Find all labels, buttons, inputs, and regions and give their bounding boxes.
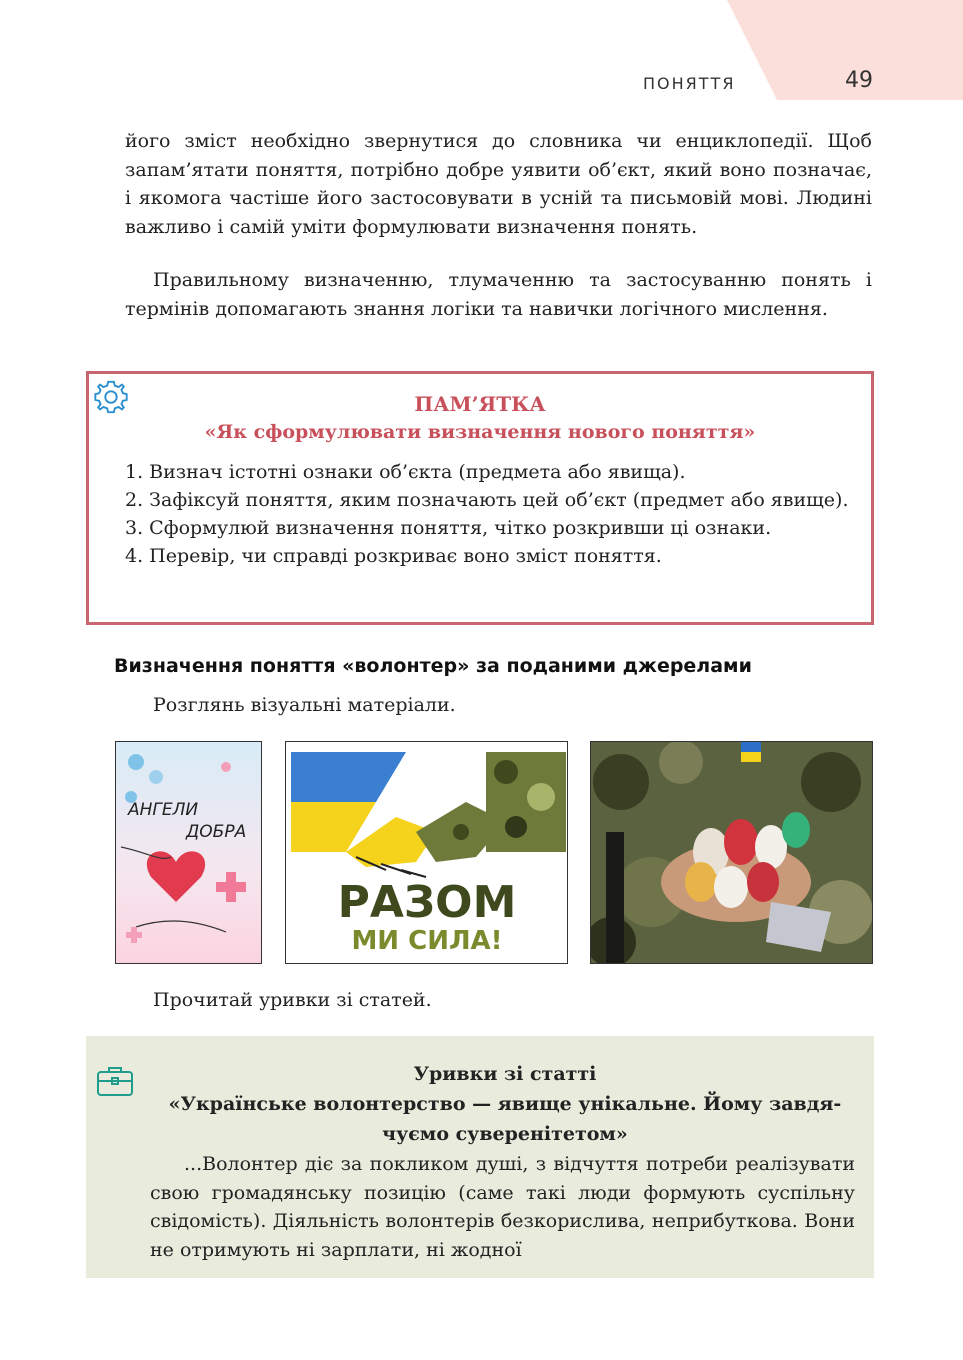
poster2-line1: РАЗОМ	[337, 877, 517, 928]
memo-title: ПАМ’ЯТКА	[414, 392, 546, 416]
intro-text-1: його зміст необхідно звернутися до словника чи енциклопедії. Щоб запам’ятати поняття, потрібно добре уявити об’єкт, який воно позначає, і якомога частіше його застосовувати в усній та письмовій мові. Людині важливо і самій уміти формулювати визначення понять.	[125, 130, 872, 238]
instruction-read: Прочитай уривки зі статей.	[153, 989, 432, 1011]
section-header: ПОНЯТТЯ	[643, 74, 736, 93]
intro-paragraph-2	[125, 266, 872, 323]
memo-subtitle: «Як сформулювати визначення нового поняття»	[204, 421, 756, 443]
page-number: 49	[845, 68, 873, 93]
memo-item: 2. Зафіксуй поняття, яким позначають цей об’єкт (предмет або явище).	[125, 489, 849, 511]
memo-item: 3. Сформулюй визначення поняття, чітко розкривши ці ознаки.	[125, 517, 772, 539]
memo-list	[125, 458, 865, 570]
intro-text-2: Правильному визначенню, тлумаченню та застосуванню понять і термінів допомагають знання логіки та навички логічного мислення.	[125, 269, 872, 320]
poster2-line2: МИ СИЛА!	[351, 926, 503, 956]
article-body: ...Волонтер діє за покликом душі, з відчуття потреби реалізувати свою громадянську позицію (саме такі люди формують суспільну свідомість). Діяльність волонтерів безкорислива, неприбуткова. Вони не отримують ні зарплати, ні жодної	[150, 1153, 855, 1261]
poster-together-image	[285, 741, 568, 964]
instruction-visual: Розглянь візуальні матеріали.	[153, 694, 456, 716]
section-heading: Визначення поняття «волонтер» за поданими джерелами	[114, 655, 752, 677]
article-title-line1: Уривки зі статті	[413, 1063, 597, 1085]
memo-item: 4. Перевір, чи справді розкриває воно зміст поняття.	[125, 545, 662, 567]
photo-easter-eggs-image	[590, 741, 873, 964]
poster1-line2: ДОБРА	[186, 822, 247, 842]
briefcase-icon	[95, 1063, 135, 1099]
article-title-line2: «Українське волонтерство — явище унікальне. Йому завдя-	[168, 1093, 842, 1115]
poster1-line1: АНГЕЛИ	[128, 800, 199, 820]
memo-item: 1. Визнач істотні ознаки об’єкта (предмета або явища).	[125, 461, 686, 483]
poster-angels-image	[115, 741, 262, 964]
article-title-line3: чуємо суверенітетом»	[382, 1123, 628, 1145]
intro-paragraph-1	[125, 127, 872, 241]
